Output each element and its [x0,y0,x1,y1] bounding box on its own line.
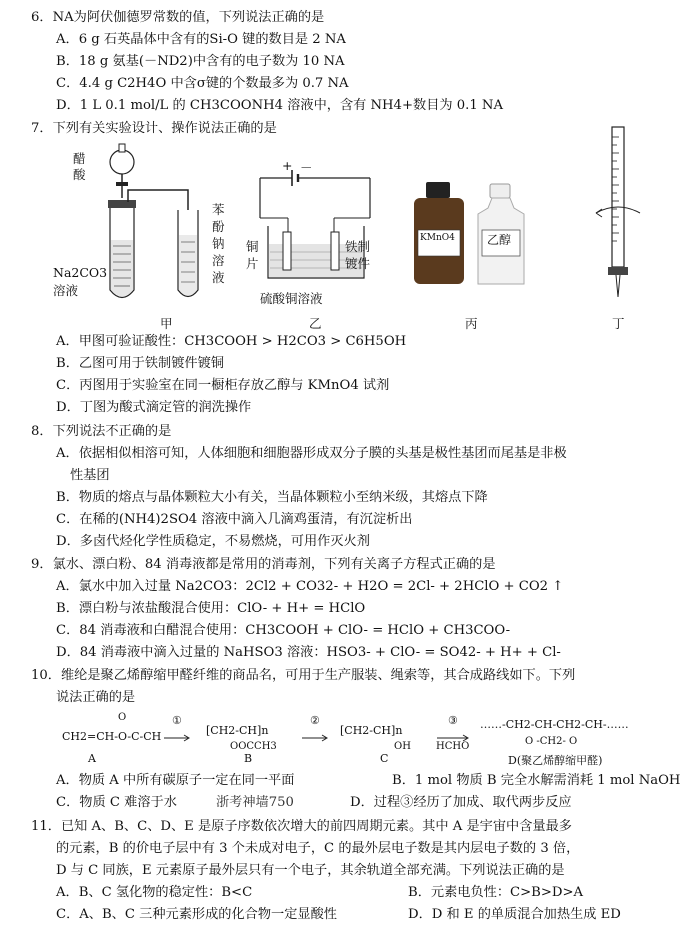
q11-option-c: C．A、B、C 三种元素形成的化合物一定显酸性 [56,907,337,922]
scheme-hcho: HCHO [436,741,470,752]
q10-option-b: B．1 mol 物质 B 完全水解需消耗 1 mol NaOH [392,773,681,788]
fig-jia-phenol-4: 溶 [212,253,225,268]
q6-option-c: C．4.4 g C2H4O 中含σ键的个数最多为 0.7 NA [56,76,349,91]
caption-bing: 丙 [465,316,478,331]
q8-option-b: B．物质的熔点与晶体颗粒大小有关，当晶体颗粒小至纳米级，其熔点下降 [56,490,488,505]
q7-option-a: A．甲图可验证酸性：CH3COOH > H2CO3 > C6H5OH [56,334,407,349]
fig-yi-iron-2: 镀件 [345,256,371,271]
q11-option-b: B．元素电负性：C>B>D>A [408,885,584,900]
figure-yi [240,148,390,298]
q9-stem: 9．氯水、漂白粉、84 消毒液都是常用的消毒剂，下列有关离子方程式正确的是 [31,557,496,572]
fig-jia-na2co3-solution: 溶液 [53,283,79,298]
scheme-label-d: D(聚乙烯醇缩甲醛) [508,754,603,767]
fig-jia-phenol-3: 钠 [212,236,225,251]
q7-stem: 7．下列有关实验设计、操作说法正确的是 [31,121,277,136]
q11-stem-2: 的元素，B 的价电子层中有 3 个未成对电子，C 的最外层电子数是其内层电子数的 3 倍， [56,841,580,856]
fig-yi-iron-1: 铁制 [345,239,371,254]
q10-stem-2: 说法正确的是 [56,690,136,705]
q9-option-d: D．84 消毒液中滴入过量的 NaHSO3 溶液：HSO3- + ClO- = SO42- + H+ + Cl- [56,645,561,660]
scheme-compound-b-sub: OOCCH3 [230,741,277,752]
q11-stem-1: 11．已知 A、B、C、D、E 是原子序数依次增大的前四周期元素。其中 A 是宇宙中含量最多 [31,819,572,834]
fig-yi-minus: － [300,160,313,175]
q9-option-a: A．氯水中加入过量 Na2CO3：2Cl2 + CO32- + H2O = 2Cl- + 2HClO + CO2 ↑ [56,579,564,594]
fig-yi-copper-2: 片 [246,256,259,271]
scheme-compound-c-sub: OH [394,741,411,752]
fig-bing-kmno4-label: KMnO4 [420,233,455,243]
q8-option-a-cont: 性基团 [70,468,110,483]
q10-option-a: A．物质 A 中所有碳原子一定在同一平面 [56,773,295,788]
fig-yi-plus: + [282,158,293,173]
fig-jia-phenol-2: 酚 [212,219,225,234]
q11-option-a: A．B、C 氢化物的稳定性：B<C [56,885,253,900]
q11-option-d: D．D 和 E 的单质混合加热生成 ED [408,907,621,922]
caption-ding: 丁 [612,316,625,331]
q8-option-d: D．多卤代烃化学性质稳定，不易燃烧，可用作灭火剂 [56,534,370,549]
scheme-compound-d: ……-CH2-CH-CH2-CH-…… [480,718,629,731]
q9-option-c: C．84 消毒液和白醋混合使用：CH3COOH + ClO- = HClO + CH3COO- [56,623,511,638]
q7-option-c: C．丙图用于实验室在同一橱柜存放乙醇与 KMnO4 试剂 [56,378,390,393]
scheme-label-b: B [244,752,253,765]
scheme-step-1: ① [172,714,182,727]
fig-jia-label-vinegar-1: 醋 [73,151,86,166]
q8-option-a: A．依据相似相溶可知，人体细胞和细胞器形成双分子膜的头基是极性基团而尾基是非极 [56,446,567,461]
q10-stem-1: 10．维纶是聚乙烯醇缩甲醛纤维的商品名，可用于生产服装、绳索等，其合成路线如下。下列 [31,668,576,683]
figure-yi-electrolysis [240,148,390,298]
fig-jia-phenol-5: 液 [212,270,225,285]
q6-option-b: B．18 g 氨基(－ND2)中含有的电子数为 10 NA [56,54,345,69]
q7-option-b: B．乙图可用于铁制镀件镀铜 [56,356,224,371]
q6-option-a: A．6 g 石英晶体中含有的Si-O 键的数目是 2 NA [56,32,346,47]
q9-option-b: B．漂白粉与浓盐酸混合使用：ClO- + H+ = HClO [56,601,366,616]
fig-jia-na2co3: Na2CO3 [53,265,108,280]
fig-yi-solution: 硫酸铜溶液 [260,291,323,306]
scheme-compound-a: CH2=CH-O-C-CH [62,730,162,743]
watermark: 浙考神墙750 [216,795,294,810]
scheme-step-3: ③ [448,714,458,727]
caption-jia: 甲 [160,316,173,331]
q10-option-c: C．物质 C 难溶于水 [56,795,177,810]
q6-option-d: D．1 L 0.1 mol/L 的 CH3COONH4 溶液中，含有 NH4+数目为 0.1 NA [56,98,503,113]
fig-yi-copper-1: 铜 [246,239,259,254]
figure-ding-burette [588,125,648,305]
figure-ding [588,125,648,305]
q6-stem: 6．NA为阿伏伽德罗常数的值，下列说法正确的是 [31,10,325,25]
q11-stem-3: D 与 C 同族，E 元素原子最外层只有一个电子，其余轨道全部充满。下列说法正确的是 [56,863,565,878]
scheme-compound-b: [CH2-CH]n [206,724,269,737]
q10-option-d: D．过程③经历了加成、取代两步反应 [350,795,572,810]
scheme-compound-d-sub: O -CH2- O [525,736,578,747]
scheme-label-a: A [88,752,96,765]
q10-synthesis-scheme [60,708,670,768]
scheme-compound-c: [CH2-CH]n [340,724,403,737]
scheme-step-2: ② [310,714,320,727]
q8-option-c: C．在稀的(NH4)2SO4 溶液中滴入几滴鸡蛋清，有沉淀析出 [56,512,413,527]
fig-bing-ethanol-label: 乙醇 [487,233,512,247]
caption-yi: 乙 [309,316,322,331]
q7-option-d: D．丁图为酸式滴定管的润洗操作 [56,400,252,415]
q8-stem: 8．下列说法不正确的是 [31,424,172,439]
fig-jia-phenol-1: 苯 [212,202,225,217]
scheme-a-carbonyl-o: O [118,712,127,723]
scheme-label-c: C [380,752,389,765]
fig-jia-label-vinegar-2: 酸 [73,167,86,182]
